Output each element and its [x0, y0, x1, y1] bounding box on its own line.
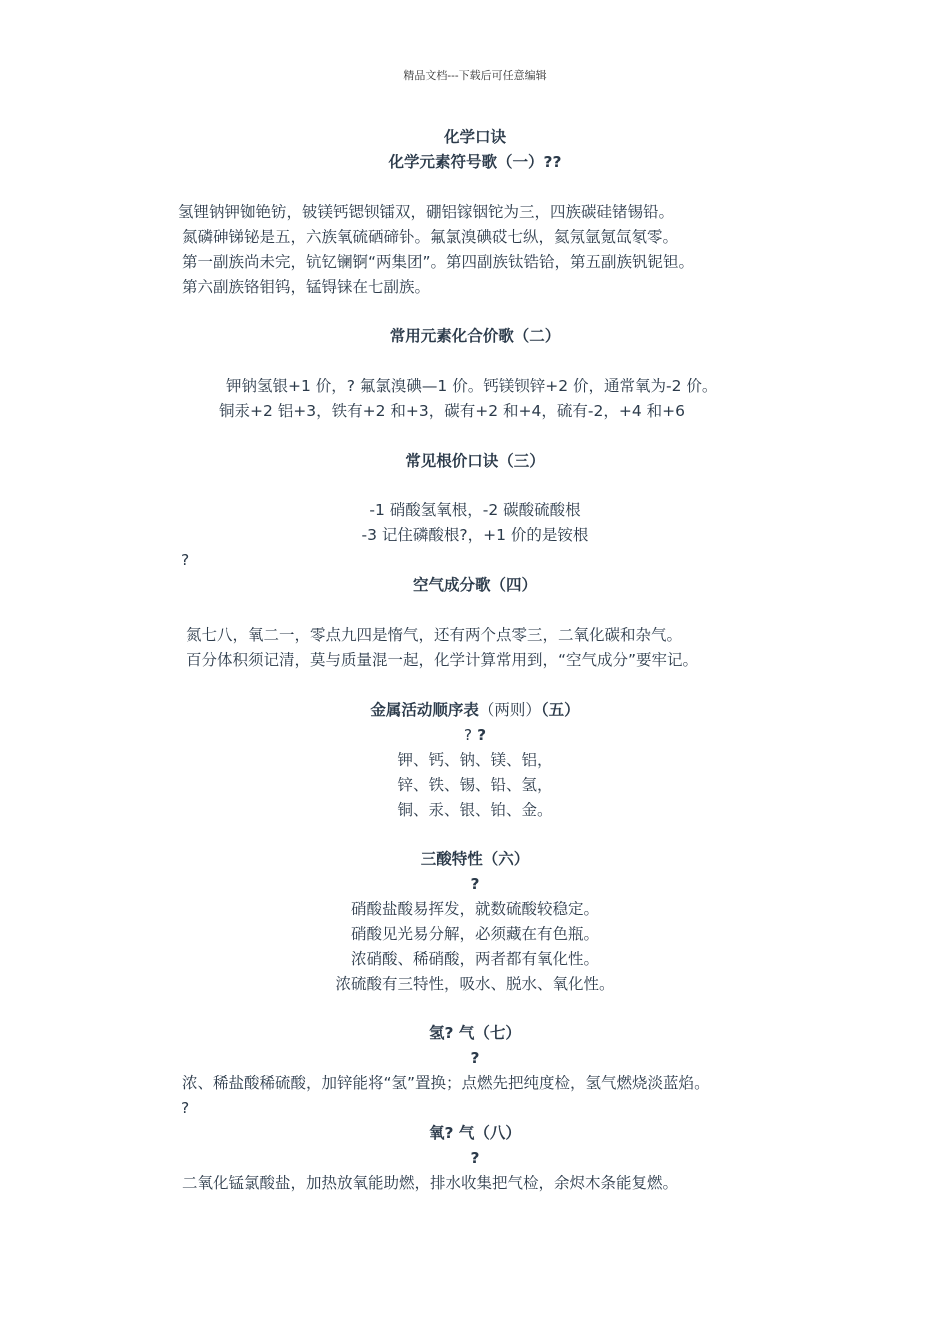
section-3-line-2: -3 记住磷酸根?，+1 价的是铵根: [361, 526, 589, 544]
section-5-title-main: 金属活动顺序表: [370, 701, 479, 719]
section-1-line-4: 第六副族铬钼钨，锰锝铼在七副族。: [182, 278, 431, 296]
section-4-line-1: 氮七八，氧二一，零点九四是惰气，还有两个点零三，二氧化碳和杂气。: [186, 626, 683, 644]
section-6-line-1: 硝酸盐酸易挥发，就数硫酸较稳定。: [350, 900, 599, 918]
section-5-title-number: （五）: [540, 701, 580, 719]
section-6-line-3: 浓硝酸、稀硝酸，两者都有氧化性。: [350, 950, 599, 968]
section-1-line-3: 第一副族尚未完，钪钇镧锕“两集团”。第四副族钛锆铪，第五副族钒铌钽。: [182, 253, 695, 271]
section-5-marker: [0, 725, 950, 745]
section-3-title: 常见根价口诀（三）: [405, 452, 545, 470]
section-6-line-2: 硝酸见光易分解，必须藏在有色瓶。: [350, 925, 599, 943]
section-6-line-4: 浓硫酸有三特性，吸水、脱水、氧化性。: [335, 975, 615, 993]
section-8-line: 二氧化锰氯酸盐，加热放氧能助燃，排水收集把气检，余烬木条能复燃。: [182, 1174, 679, 1192]
section-7-marker: ?: [470, 1049, 480, 1067]
section-5-line-3: 铜、汞、银、铂、金。: [397, 801, 553, 819]
section-3-trailing: ?: [181, 551, 190, 569]
section-1-line-2: 氮磷砷锑铋是五，六族氧硫硒碲钋。氟氯溴碘砹七纵，氦氖氩氪氙氡零。: [182, 228, 679, 246]
section-1-title: 化学元素符号歌（一）??: [388, 153, 562, 171]
section-7-line: 浓、稀盐酸稀硫酸，加锌能将“氢”置换；点燃先把纯度检，氢气燃烧淡蓝焰。: [182, 1074, 710, 1092]
section-6-title: 三酸特性（六）: [420, 850, 530, 868]
section-8-marker: ?: [470, 1149, 480, 1167]
section-8-title: 氧? 气（八）: [429, 1124, 521, 1142]
section-2-line-2: 铜汞+2 铝+3，铁有+2 和+3，碳有+2 和+4，硫有-2，+4 和+6: [219, 402, 685, 420]
page-header: 精品文档---下载后可任意编辑: [403, 69, 547, 82]
section-5-title: [0, 700, 950, 720]
section-3-line-1: -1 硝酸氢氧根，-2 碳酸硫酸根: [369, 501, 581, 519]
section-5-line-1: 钾、钙、钠、镁、铝，: [397, 751, 553, 769]
section-4-title: 空气成分歌（四）: [412, 576, 537, 594]
section-4-line-2: 百分体积须记清，莫与质量混一起，化学计算常用到，“空气成分”要牢记。: [186, 651, 699, 669]
section-5-marker-b: ?: [477, 726, 487, 744]
section-5-marker-a: ?: [463, 726, 473, 744]
section-5-title-note: （两则）: [478, 701, 541, 719]
section-2-title: 常用元素化合价歌（二）: [389, 327, 561, 345]
section-1-line-1: 氢锂钠钾铷铯钫，铍镁钙锶钡镭双，硼铝镓铟铊为三，四族碳硅锗锡铅。: [178, 203, 675, 221]
section-7-title: 氢? 气（七）: [429, 1024, 521, 1042]
section-5-line-2: 锌、铁、锡、铅、氢，: [397, 776, 553, 794]
section-2-line-1: 钾钠氢银+1 价，? 氟氯溴碘—1 价。钙镁钡锌+2 价，通常氧为-2 价。: [226, 377, 718, 395]
section-7-trailing: ?: [181, 1099, 190, 1117]
section-6-marker: ?: [470, 875, 480, 893]
doc-title: 化学口诀: [443, 128, 506, 146]
